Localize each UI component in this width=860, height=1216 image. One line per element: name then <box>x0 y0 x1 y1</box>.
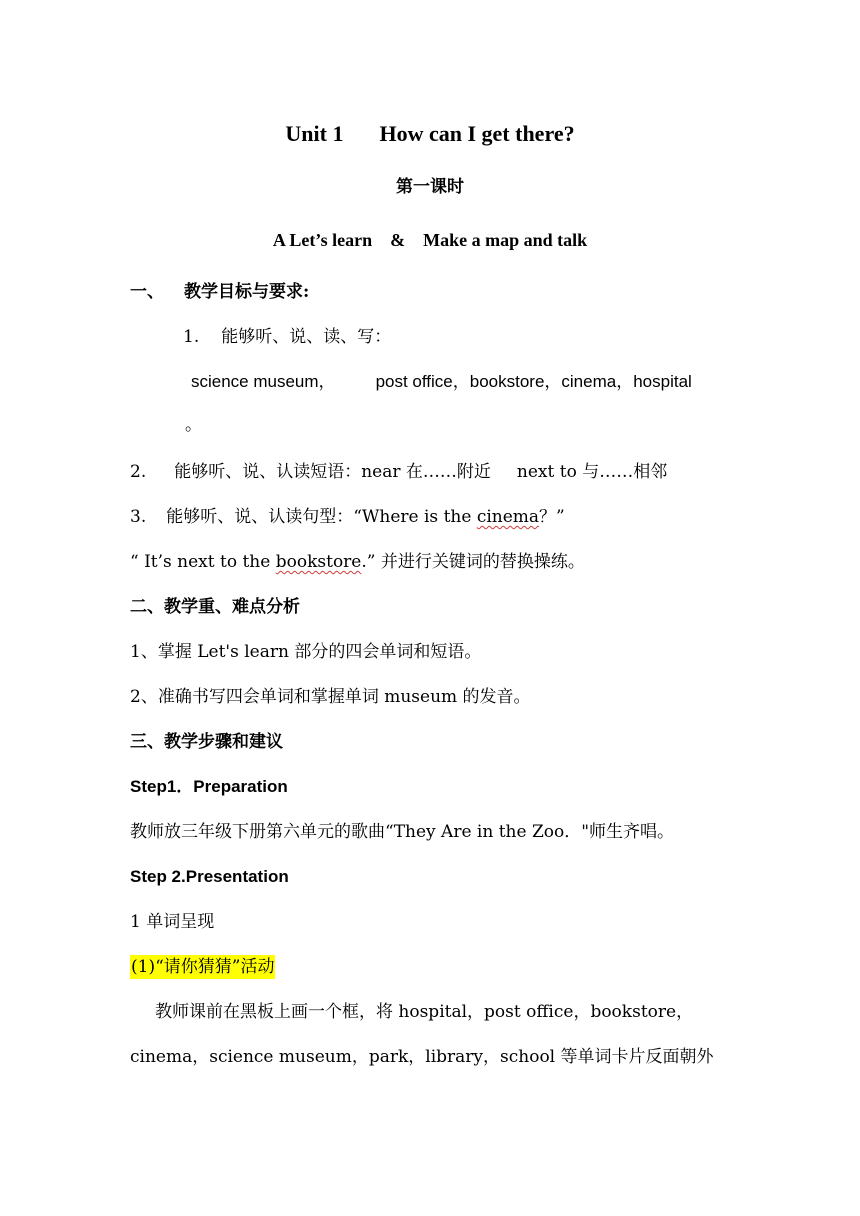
paragraph-line-2: cinema，science museum，park，library，school 等单词卡片反面朝外 <box>130 1047 714 1067</box>
step-2-heading: Step 2.Presentation <box>130 867 289 886</box>
goal-item-2-number: 2. <box>130 462 147 482</box>
paragraph-line-1: 教师课前在黑板上画一个框，将 hospital，post office，bookstore， <box>155 1002 694 1022</box>
goal-item-2-text: 能够听、说、认读短语：near 在……附近 <box>174 462 491 482</box>
lesson-label: 第一课时 <box>396 177 464 197</box>
activity-heading <box>130 955 275 979</box>
goal-item-3-number: 3. <box>130 507 147 527</box>
goal-item-3-pre: 能够听、说、认读句型：“Where is the <box>166 507 477 527</box>
document-title <box>0 122 860 146</box>
goal-item-3-word: cinema <box>476 507 540 527</box>
vocab-part-b: post office，bookstore，cinema，hospital <box>375 372 692 391</box>
section-2-item-1: 1、掌握 Let's learn 部分的四会单词和短语。 <box>130 642 482 662</box>
vocab-period: 。 <box>185 415 202 435</box>
goal-item-1-text: 能够听、说、读、写： <box>221 327 392 347</box>
goal-item-3-continued <box>130 550 585 574</box>
goal-item-1-number: 1. <box>183 327 200 347</box>
section-1-number: 一、 <box>130 282 164 302</box>
goal-item-3b-post: .” 并进行关键词的替换操练。 <box>361 552 585 572</box>
section-1-title: 教学目标与要求: <box>184 282 310 302</box>
section-1-heading <box>130 280 309 304</box>
goal-item-3 <box>130 505 565 529</box>
section-2-item-2: 2、准确书写四会单词和掌握单词 museum 的发音。 <box>130 687 531 707</box>
lesson-subtitle <box>0 228 860 252</box>
step-1-heading: Step1．Preparation <box>130 777 288 796</box>
subtitle-part-b: Make a map and talk <box>423 230 588 250</box>
goal-item-3-post: ？” <box>539 507 565 527</box>
goal-item-3b-word: bookstore <box>275 552 362 572</box>
goal-item-3b-pre: “ It’s next to the <box>130 552 276 572</box>
vocab-line <box>191 370 692 394</box>
title-unit: Unit 1 <box>285 121 344 146</box>
step-1-text: 教师放三年级下册第六单元的歌曲“They Are in the Zoo．"师生齐唱。 <box>130 822 675 842</box>
title-question: How can I get there? <box>379 121 575 146</box>
goal-item-1 <box>183 325 391 349</box>
section-2-heading: 二、教学重、难点分析 <box>130 597 300 617</box>
goal-item-2-tail: next to 与……相邻 <box>516 462 668 482</box>
vocab-part-a: science museum， <box>191 372 336 391</box>
activity-highlight: (1)“请你猜猜”活动 <box>131 957 275 977</box>
subtitle-part-a: A Let’s learn <box>272 230 373 250</box>
section-3-heading: 三、教学步骤和建议 <box>130 732 283 752</box>
goal-item-2 <box>130 460 667 484</box>
step-2-subheading: 1 单词呈现 <box>130 912 215 932</box>
subtitle-ampersand: & <box>390 230 406 250</box>
